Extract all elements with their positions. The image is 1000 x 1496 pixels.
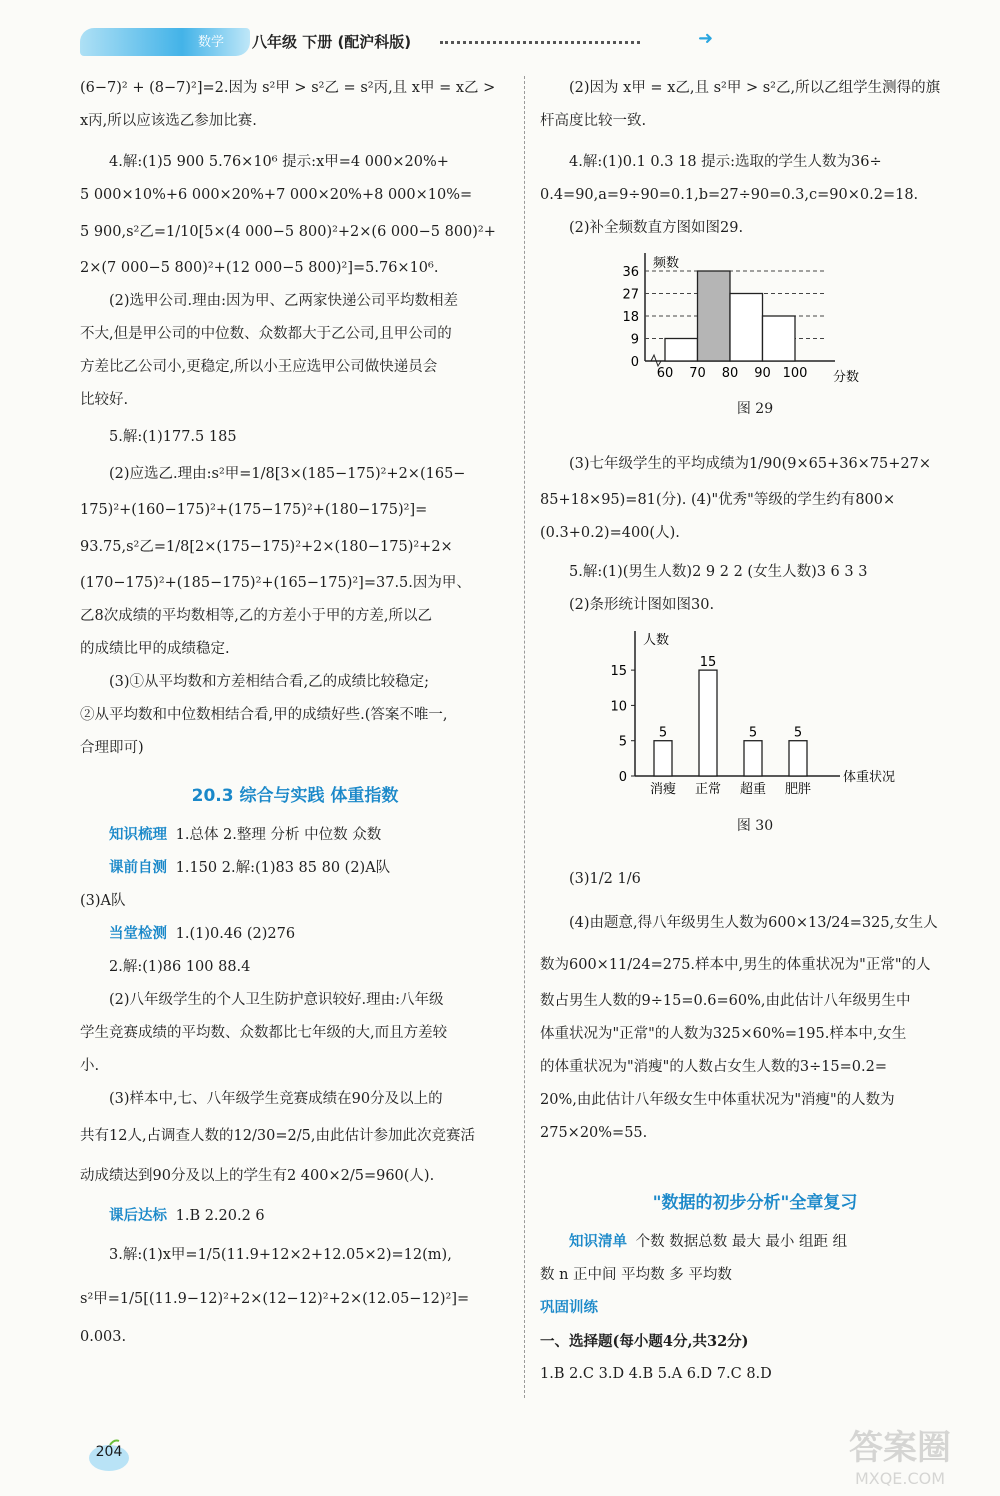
- text-line: (2)选甲公司.理由:因为甲、乙两家快递公司平均数相差: [109, 293, 459, 309]
- y-axis-label: 频数: [653, 256, 680, 271]
- preclass-answers: 1.150 2.解:(1)83 85 80 (2)A队: [175, 860, 391, 876]
- text-line: s²甲=1/5[(11.9−12)²+2×(12−12)²+2×(12.05−12)²]=: [80, 1291, 470, 1307]
- text-line: 数为600×11/24=275.样本中,男生的体重状况为"正常"的人: [540, 957, 931, 973]
- label-knowledge: 知识梳理: [109, 827, 167, 843]
- data-label: 15: [699, 655, 717, 671]
- text-line: (6−7)² + (8−7)²]=2.因为 s²甲 > s²乙 = s²丙,且 x甲 = x乙 >: [80, 80, 496, 96]
- knowledge-answers: 1.总体 2.整理 分析 中位数 众数: [175, 827, 382, 843]
- label-afterclass: 课后达标: [109, 1208, 167, 1224]
- histogram-figure-29: [605, 249, 905, 389]
- text-line: 175)²+(160−175)²+(175−175)²+(180−175)²]=: [80, 502, 428, 518]
- figure-30-caption: 图 30: [736, 818, 774, 834]
- y-tick-label: 27: [622, 287, 639, 303]
- text-line: 比较好.: [80, 392, 129, 408]
- in-class-check: [80, 918, 510, 951]
- y-tick-label: 0: [618, 770, 627, 785]
- text-line: 2×(7 000−5 800)²+(12 000−5 800)²]=5.76×10⁶.: [80, 260, 439, 276]
- text-line: 5 000×10%+6 000×20%+7 000×20%+8 000×10%=: [80, 187, 473, 203]
- y-tick-label: 10: [610, 699, 627, 715]
- text-line: 的体重状况为"消瘦"的人数占女生人数的3÷15=0.2=: [540, 1059, 888, 1075]
- text-line: (3)A队: [80, 893, 126, 909]
- answer-5: 5.解:(1)177.5 185: [109, 429, 237, 445]
- text-line: 数 n 正中间 平均数 多 平均数: [540, 1267, 732, 1283]
- text-line: (3)七年级学生的平均成绩为1/90(9×65+36×75+27×: [569, 456, 932, 472]
- text-line: 动成绩达到90分及以上的学生有2 400×2/5=960(人).: [80, 1168, 435, 1184]
- choice-answers: 1.B 2.C 3.D 4.B 5.A 6.D 7.C 8.D: [540, 1366, 772, 1382]
- text-line: 275×20%=55.: [540, 1125, 648, 1141]
- after-class: [80, 1200, 510, 1233]
- x-tick-label: 60: [656, 366, 674, 381]
- bar: [744, 741, 762, 776]
- arrow-right-icon: ➜: [698, 28, 714, 49]
- page-header: [0, 0, 1000, 70]
- knowledge-list-answers: 个数 数据总数 最大 最小 组距 组: [635, 1234, 848, 1250]
- text-line: (3)样本中,七、八年级学生竞赛成绩在90分及以上的: [109, 1091, 443, 1107]
- text-line: (3)①从平均数和方差相结合看,乙的成绩比较稳定;: [109, 674, 430, 690]
- category-label: 肥胖: [784, 782, 812, 797]
- knowledge-list: [540, 1226, 970, 1259]
- histogram-bar: [730, 294, 763, 362]
- y-tick-label: 0: [630, 355, 639, 370]
- text-line: (4)由题意,得八年级男生人数为600×13/24=325,女生人: [569, 915, 938, 931]
- answer-5-right: 5.解:(1)(男生人数)2 9 2 2 (女生人数)3 6 3 3: [569, 564, 868, 580]
- y-tick-label: 15: [610, 664, 627, 680]
- bar: [789, 741, 807, 776]
- y-tick-label: 36: [622, 265, 639, 280]
- text-line: 3.解:(1)x甲=1/5(11.9+12×2+12.05×2)=12(m),: [109, 1247, 452, 1263]
- bar-chart-figure-30: [595, 626, 915, 806]
- data-label: 5: [748, 725, 758, 741]
- column-divider: [524, 76, 525, 1398]
- text-line: 共有12人,占调查人数的12/30=2/5,由此估计参加此次竞赛活: [80, 1128, 475, 1144]
- figure-29-caption: 图 29: [736, 401, 774, 417]
- inclass-answers: 1.(1)0.46 (2)276: [175, 926, 296, 942]
- x-tick-label: 80: [721, 366, 739, 381]
- x-tick-label: 100: [782, 366, 808, 381]
- category-label: 超重: [739, 782, 767, 797]
- text-line: 85+18×95)=81(分). (4)"优秀"等级的学生约有800×: [540, 492, 896, 508]
- category-label: 正常: [694, 782, 722, 797]
- text-line: 学生竞赛成绩的平均数、众数都比七年级的大,而且方差较: [80, 1025, 448, 1041]
- x-axis-label: 分数: [833, 370, 860, 385]
- x-tick-label: 70: [689, 366, 706, 381]
- knowledge-review: [80, 819, 510, 852]
- answer-4-right: 4.解:(1)0.1 0.3 18 提示:选取的学生人数为36÷: [569, 154, 882, 170]
- histogram-bar: [665, 339, 698, 362]
- y-tick-label: 5: [618, 734, 627, 750]
- text-line: 0.003.: [80, 1329, 127, 1345]
- y-tick-label: 9: [630, 332, 639, 348]
- page-number-text: 204: [95, 1444, 123, 1460]
- text-line: (2)应选乙.理由:s²甲=1/8[3×(185−175)²+2×(165−: [109, 466, 466, 482]
- text-line: 小.: [80, 1058, 100, 1074]
- histogram-bar: [698, 271, 731, 361]
- text-line: 合理即可): [80, 740, 144, 756]
- watermark: [810, 1420, 990, 1490]
- label-inclass: 当堂检测: [109, 926, 167, 942]
- bar: [654, 741, 672, 776]
- text-line: (2)八年级学生的个人卫生防护意识较好.理由:八年级: [109, 992, 444, 1008]
- text-line: 的成绩比甲的成绩稳定.: [80, 641, 230, 657]
- text-line: 2.解:(1)86 100 88.4: [109, 959, 251, 975]
- text-line: 93.75,s²乙=1/8[2×(175−175)²+2×(180−175)²+2×: [80, 539, 453, 555]
- label-preclass: 课前自测: [109, 860, 167, 876]
- afterclass-answers: 1.B 2.20.2 6: [175, 1208, 265, 1224]
- x-axis-label: 体重状况: [843, 770, 896, 785]
- section-title-review: "数据的初步分析"全章复习: [652, 1193, 858, 1213]
- bar: [699, 670, 717, 776]
- text-line: 不大,但是甲公司的中位数、众数都大于乙公司,且甲公司的: [80, 326, 452, 342]
- header-dotted-line: [440, 41, 640, 44]
- text-line: ②从平均数和中位数相结合看,甲的成绩好些.(答案不唯一,: [80, 707, 448, 723]
- text-line: 数占男生人数的9÷15=0.6=60%,由此估计八年级男生中: [540, 993, 911, 1009]
- text-line: (3)1/2 1/6: [569, 871, 641, 887]
- y-axis-label: 人数: [643, 633, 670, 648]
- text-line: 0.4=90,a=9÷90=0.1,b=27÷90=0.3,c=90×0.2=18.: [540, 187, 919, 203]
- text-line: 方差比乙公司小,更稳定,所以小王应选甲公司做快递员会: [80, 359, 438, 375]
- data-label: 5: [658, 725, 668, 741]
- text-line: x丙,所以应该选乙参加比赛.: [80, 113, 257, 129]
- label-consolidation: 巩固训练: [540, 1300, 598, 1316]
- text-line: 杆高度比较一致.: [540, 113, 647, 129]
- right-column: [540, 72, 970, 1391]
- text-line: 体重状况为"正常"的人数为325×60%=195.样本中,女生: [540, 1026, 907, 1042]
- header-subject: 数学: [198, 35, 225, 50]
- pre-class-test: [80, 852, 510, 885]
- choice-heading: 一、选择题(每小题4分,共32分): [540, 1333, 749, 1350]
- text-line: (2)因为 x甲 = x乙,且 s²甲 > s²乙,所以乙组学生测得的旗: [569, 80, 941, 96]
- y-tick-label: 18: [622, 310, 639, 325]
- section-title-20-3: 20.3 综合与实践 体重指数: [191, 786, 399, 806]
- watermark-brand: 答案圈: [849, 1428, 951, 1468]
- category-label: 消瘦: [649, 782, 677, 797]
- left-column: [80, 72, 510, 1354]
- text-line: 乙8次成绩的平均数相等,乙的方差小于甲的方差,所以乙: [80, 608, 432, 624]
- header-band: [80, 28, 250, 56]
- text-line: (2)条形统计图如图30.: [569, 597, 715, 613]
- page-number: [86, 1438, 132, 1472]
- label-knowledge-list: 知识清单: [569, 1234, 627, 1250]
- text-line: (2)补全频数直方图如图29.: [569, 220, 744, 236]
- text-line: (0.3+0.2)=400(人).: [540, 525, 680, 541]
- text-line: (170−175)²+(185−175)²+(165−175)²]=37.5.因为甲、: [80, 575, 471, 591]
- histogram-bar: [763, 316, 796, 361]
- watermark-site: MXQE.COM: [854, 1469, 946, 1488]
- text-line: 5 900,s²乙=1/10[5×(4 000−5 800)²+2×(6 000−5 800)²+: [80, 224, 496, 240]
- data-label: 5: [793, 725, 803, 741]
- header-title: 八年级 下册 (配沪科版): [252, 33, 412, 51]
- answer-4: 4.解:(1)5 900 5.76×10⁶ 提示:x甲=4 000×20%+: [109, 154, 449, 170]
- text-line: 20%,由此估计八年级女生中体重状况为"消瘦"的人数为: [540, 1092, 895, 1108]
- x-tick-label: 90: [754, 366, 771, 381]
